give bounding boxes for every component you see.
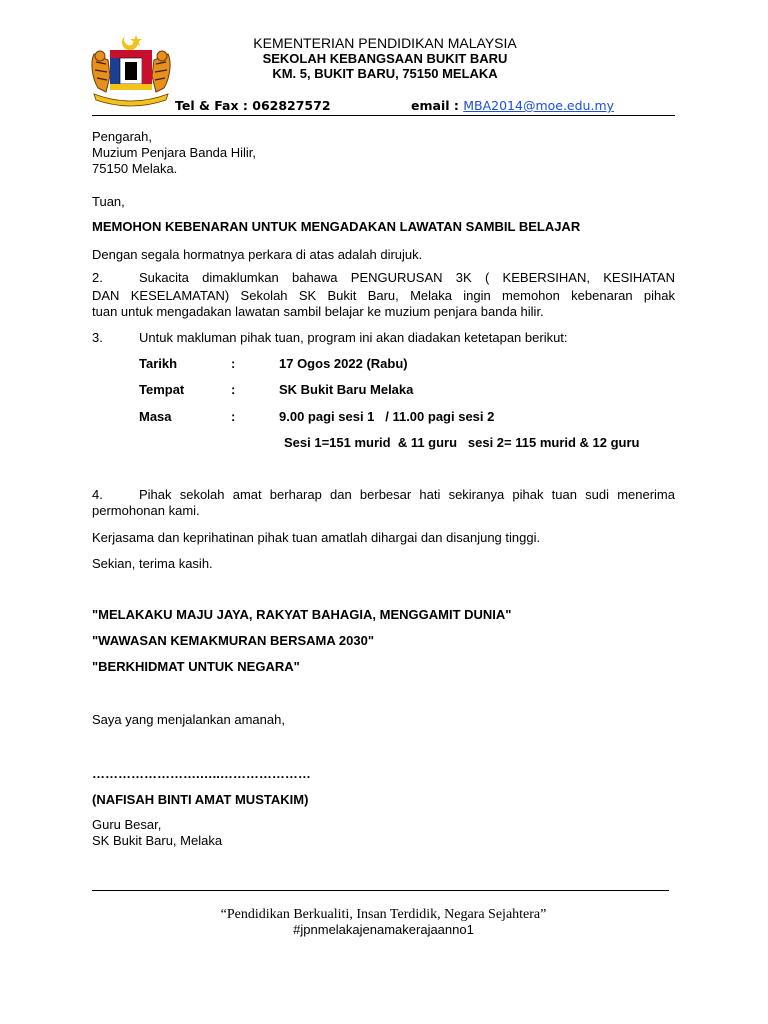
paragraph-3-number: 3.: [92, 330, 103, 345]
subject-line: MEMOHON KEBENARAN UNTUK MENGADAKAN LAWATAN SAMBIL BELAJAR: [92, 219, 581, 234]
footer-divider: [92, 890, 669, 891]
recipient-line: 75150 Melaka.: [92, 161, 178, 176]
recipient-line: Muzium Penjara Banda Hilir,: [92, 145, 257, 160]
paragraph-5: Kerjasama dan keprihatinan pihak tuan amatlah dihargai dan disanjung tinggi.: [92, 530, 541, 545]
motto-line: "WAWASAN KEMAKMURAN BERSAMA 2030": [92, 633, 374, 648]
signatory-position: SK Bukit Baru, Melaka: [92, 833, 223, 848]
motto-line: "BERKHIDMAT UNTUK NEGARA": [92, 659, 300, 674]
salutation: Tuan,: [92, 194, 125, 209]
detail-label: Tarikh: [139, 356, 178, 371]
paragraph-2-line: DAN KESELAMATAN) Sekolah SK Bukit Baru, Melaka ingin memohon kebenaran pihak: [92, 288, 675, 303]
paragraph-4-line: permohonan kami.: [92, 503, 200, 518]
school-address: KM. 5, BUKIT BARU, 75150 MELAKA: [272, 66, 498, 81]
detail-label: Masa: [139, 409, 172, 424]
paragraph-2-number: 2.: [92, 270, 103, 285]
paragraph-4-number: 4.: [92, 487, 103, 502]
detail-value: 17 Ogos 2022 (Rabu): [279, 356, 408, 371]
detail-separator: :: [231, 356, 236, 371]
tel-fax: Tel & Fax : 062827572: [175, 98, 331, 113]
paragraph-2-line: tuan untuk mengadakan lawatan sambil belajar ke muzium penjara banda hilir.: [92, 304, 544, 319]
signatory-position: Guru Besar,: [92, 817, 162, 832]
header-divider: [92, 115, 675, 116]
footer-hashtag: #jpnmelakajenamakerajaanno1: [293, 922, 474, 937]
detail-label: Tempat: [139, 382, 185, 397]
email-link[interactable]: MBA2014@moe.edu.my: [463, 98, 615, 113]
closing-line: Sekian, terima kasih.: [92, 556, 213, 571]
detail-separator: :: [231, 409, 236, 424]
detail-value: 9.00 pagi sesi 1 / 11.00 pagi sesi 2: [279, 409, 495, 424]
signatory-name: (NAFISAH BINTI AMAT MUSTAKIM): [92, 792, 309, 807]
signature-dots: …………………….…..…………………: [92, 766, 311, 781]
sign-intro: Saya yang menjalankan amanah,: [92, 712, 285, 727]
recipient-line: Pengarah,: [92, 129, 152, 144]
paragraph-3-text: Untuk makluman pihak tuan, program ini akan diadakan ketetapan berikut:: [139, 330, 568, 345]
email-label: email :: [411, 98, 459, 113]
email-line: [411, 98, 614, 113]
detail-separator: :: [231, 382, 236, 397]
motto-line: "MELAKAKU MAJU JAYA, RAKYAT BAHAGIA, MENGGAMIT DUNIA": [92, 607, 512, 622]
paragraph-2-line: Sukacita dimaklumkan bahawa PENGURUSAN 3K ( KEBERSIHAN, KESIHATAN: [139, 270, 675, 285]
ministry-name: KEMENTERIAN PENDIDIKAN MALAYSIA: [253, 35, 517, 51]
footer-slogan: “Pendidikan Berkualiti, Insan Terdidik, Negara Sejahtera”: [220, 907, 547, 922]
paragraph-1: Dengan segala hormatnya perkara di atas adalah dirujuk.: [92, 247, 423, 262]
paragraph-4-line: Pihak sekolah amat berharap dan berbesar hati sekiranya pihak tuan sudi menerima: [139, 487, 675, 502]
school-name: SEKOLAH KEBANGSAAN BUKIT BARU: [262, 51, 508, 66]
detail-value: SK Bukit Baru Melaka: [279, 382, 414, 397]
session-info: Sesi 1=151 murid & 11 guru sesi 2= 115 murid & 12 guru: [284, 435, 640, 450]
